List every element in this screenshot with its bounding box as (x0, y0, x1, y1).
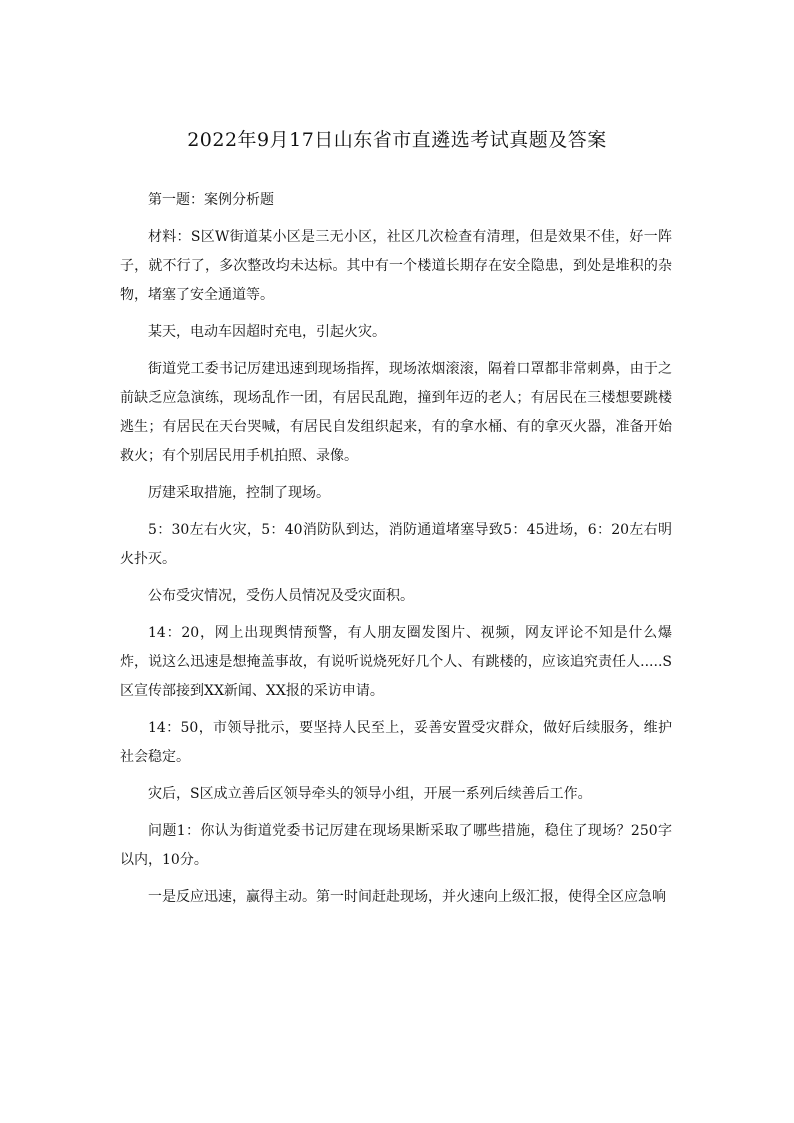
paragraph-aftermath: 灾后，S区成立善后区领导牵头的领导小组，开展一系列后续善后工作。 (148, 786, 592, 802)
question-1: 问题1：你认为街道党委书记厉建在现场果断采取了哪些措施，稳住了现场？250字以内，10分。 (120, 823, 672, 868)
paragraph-material: 材料：S区W街道某小区是三无小区，社区几次检查有清理，但是效果不佳，好一阵子，就不行了，多次整改均未达标。其中有一个楼道长期存在安全隐患，到处是堆积的杂物，堵塞了安全通道等。 (120, 229, 672, 303)
paragraph-fire: 某天，电动车因超时充电，引起火灾。 (148, 324, 386, 340)
section-heading: 第一题：案例分析题 (148, 192, 274, 208)
paragraph-disclosure: 公布受灾情况，受伤人员情况及受灾面积。 (148, 588, 414, 604)
document-title: 2022年9月17日山东省市直遴选考试真题及答案 (187, 129, 607, 151)
paragraph-timeline: 5：30左右火灾，5：40消防队到达，消防通道堵塞导致5：45进场，6：20左右明火扑灭。 (120, 522, 672, 567)
paragraph-control: 厉建采取措施，控制了现场。 (148, 485, 330, 501)
paragraph-scene: 街道党工委书记厉建迅速到现场指挥，现场浓烟滚滚，隔着口罩都非常刺鼻，由于之前缺乏应急演练，现场乱作一团，有居民乱跑，撞到年迈的老人；有居民在三楼想要跳楼逃生；有居民在天台哭喊，有居民自发组织起来，有的拿水桶、有的拿灭火器，准备开始救火；有个别居民用手机拍照、录像。 (120, 361, 672, 464)
answer-1: 一是反应迅速，赢得主动。第一时间赶赴现场，并火速向上级汇报，使得全区应急响 (148, 889, 666, 905)
paragraph-instruction: 14：50，市领导批示，要坚持人民至上，妥善安置受灾群众，做好后续服务，维护社会稳定。 (120, 720, 672, 765)
paragraph-public-opinion: 14：20，网上出现舆情预警，有人朋友圈发图片、视频，网友评论不知是什么爆炸，说这么迅速是想掩盖事故，有说听说烧死好几个人、有跳楼的，应该追究责任人.....S区宣传部接到XX新闻、XX报的采访申请。 (120, 625, 672, 699)
document-body (120, 186, 672, 920)
